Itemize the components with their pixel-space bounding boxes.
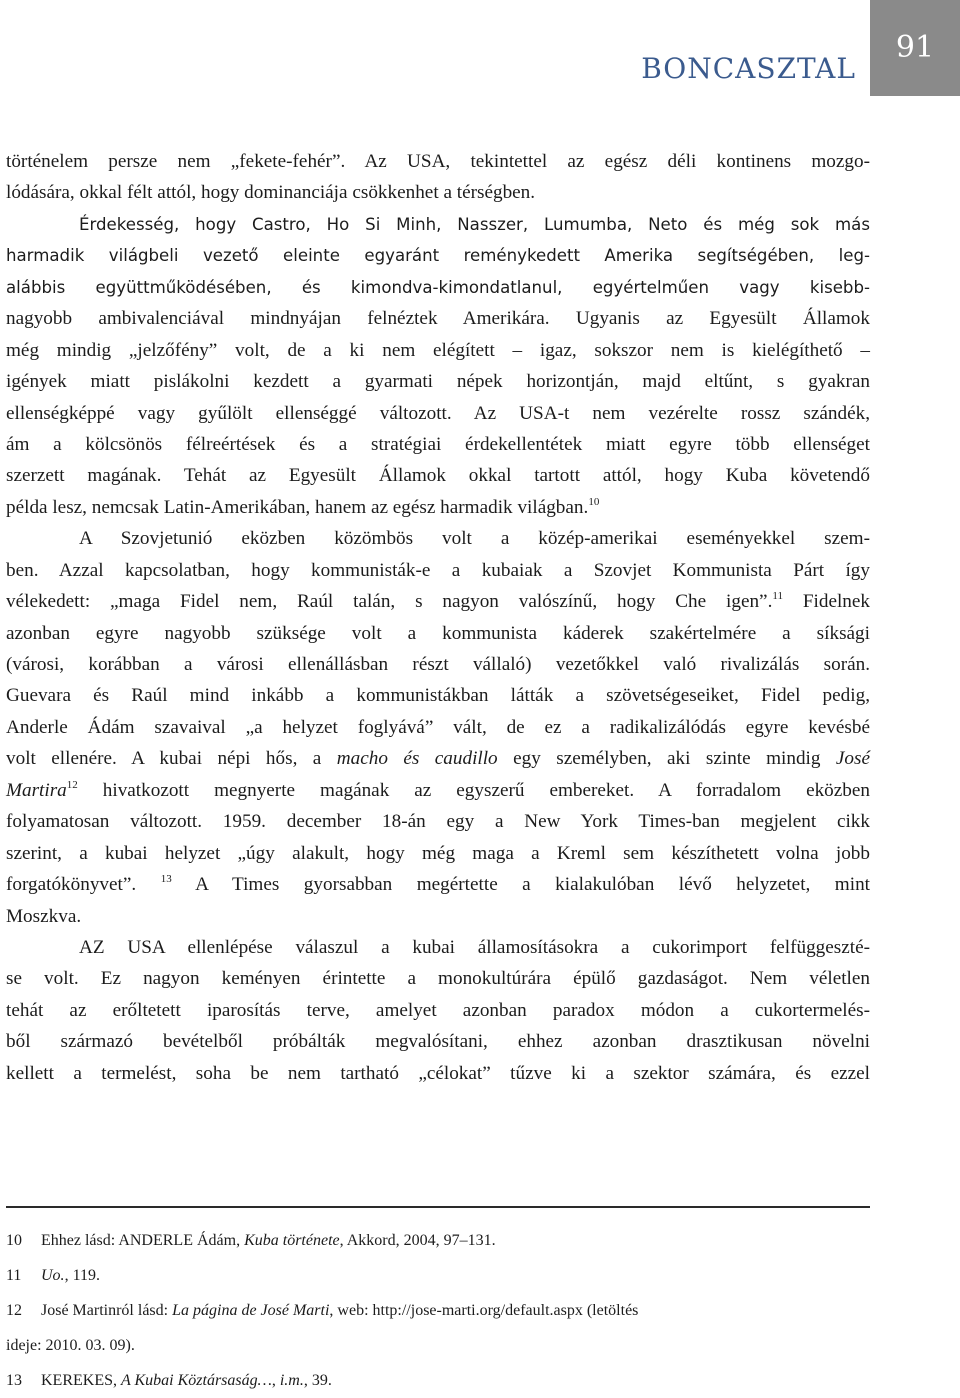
footnote-text: , 119. xyxy=(64,1267,100,1284)
footnote-number: 13 xyxy=(6,1372,22,1389)
text-line xyxy=(6,775,870,806)
footnote-number: 12 xyxy=(6,1302,22,1319)
text-line xyxy=(6,586,870,617)
text-line: (városi, korábban a városi ellenállásban részt vállaló) vezetőkkel való rivalizálás során. xyxy=(6,654,870,675)
text-line: kellett a termelést, soha be nem tartható „célokat” tűzve ki a szektor számára, és ezzel xyxy=(6,1062,870,1084)
footnote-italic: Kuba története xyxy=(244,1232,340,1249)
text-line: Moszkva. xyxy=(6,905,82,927)
footnotes xyxy=(6,1223,870,1398)
footnote-italic: La página de José Marti xyxy=(172,1302,330,1319)
text-line: AZ USA ellenlépése válaszul a kubai államosításokra a cukorimport felfüggeszté- xyxy=(79,936,870,958)
text-line: ben. Azzal kapcsolatban, hogy kommunisták-e a kubaiak a Szovjet Kommunista Párt így xyxy=(6,559,870,581)
text-run: hivatkozott megnyerte magának az egyszerű embereket. A forradalom eközben xyxy=(77,779,870,801)
page-number-box xyxy=(870,0,960,96)
footnote-text: KEREKES, xyxy=(41,1372,121,1389)
text-run: forgatókönyvet”. xyxy=(6,874,137,896)
footnote-ref-13: 13 xyxy=(160,873,172,886)
body-text xyxy=(6,146,870,1089)
text-line: tehát az erőltetett iparosítás terve, amelyet azonban paradox módon a cukortermelés- xyxy=(6,999,870,1021)
text-line: nagyobb ambivalenciával mindnyájan felnéztek Amerikára. Ugyanis az Egyesült Államok xyxy=(6,308,870,330)
text-line: ám a kölcsönös félreértések és a stratégiai érdekellentétek miatt egyre több ellenséget xyxy=(6,433,870,455)
footnote-divider xyxy=(6,1206,870,1208)
text-line: igények miatt pislákolni kezdett a gyarmati népek horizontján, majd eltűnt, s gyakran xyxy=(6,371,870,393)
footnote-text: ideje: 2010. 03. 09). xyxy=(6,1337,135,1354)
text-line: szerzett magának. Tehát az Egyesült Államok okkal tartott attól, hogy Kuba követendő xyxy=(6,465,870,487)
footnote-10 xyxy=(6,1223,870,1258)
text-line: azonban egyre nagyobb szüksége volt a kommunista káderek szakértelmére a síksági xyxy=(6,622,870,644)
text-line: lódására, okkal félt attól, hogy dominanciája csökkenhet a térségben. xyxy=(6,182,536,204)
footnote-text: , xyxy=(271,1372,280,1389)
text-run: Fidelnek xyxy=(782,591,870,613)
text-run: vélekedett: „maga Fidel nem, Raúl talán, s nagyon valószínű, hogy Che igen”. xyxy=(6,591,773,613)
text-line: ellenségképpé vagy gyűlölt ellenséggé változott. Az USA-t nem vezérelte rossz szándék, xyxy=(6,402,870,424)
footnote-text: , Akkord, 2004, 97–131. xyxy=(339,1232,496,1249)
footnote-italic: i.m. xyxy=(279,1372,304,1389)
footnote-text: , 39. xyxy=(303,1372,332,1389)
text-line xyxy=(6,492,870,523)
footnote-12-continued xyxy=(6,1328,870,1363)
italic-run: José xyxy=(835,748,870,770)
footnote-text: , web: http://jose-marti.org/default.aspx (letöltés xyxy=(329,1302,639,1319)
italic-run: Martira xyxy=(6,779,67,801)
footnote-number: 11 xyxy=(6,1267,22,1284)
text-line: ből származó bevételből próbálták megvalósítani, ehhez azonban drasztikusan növelni xyxy=(6,1031,870,1053)
text-line xyxy=(6,869,870,900)
footnote-ref-12: 12 xyxy=(66,778,78,791)
text-line: még mindig „jelzőfény” volt, de a ki nem elégített – igaz, sokszor nem is kielégíthető – xyxy=(6,339,870,361)
text-line: szerint, a kubai helyzet „úgy alakult, hogy még maga a Kreml sem készíthetett volna jobb xyxy=(6,842,870,864)
footnote-italic: Uo. xyxy=(41,1267,65,1284)
footnote-11 xyxy=(6,1258,870,1293)
footnote-ref-11: 11 xyxy=(772,590,783,603)
footnote-number: 10 xyxy=(6,1232,22,1249)
footnote-13 xyxy=(6,1363,870,1398)
text-line: folyamatosan változott. 1959. december 18-án egy a New York Times-ban megjelent cikk xyxy=(6,811,870,833)
text-line: Érdekesség, hogy Castro, Ho Si Minh, Nasszer, Lumumba, Neto és még sok más xyxy=(79,214,870,234)
running-title: BONCASZTAL xyxy=(641,52,856,85)
text-line: Anderle Ádám szavaival „a helyzet foglyává” vált, de ez a radikalizálódás egyre kevésbé xyxy=(6,716,870,738)
text-line xyxy=(6,743,870,774)
footnote-text: Ehhez lásd: ANDERLE Ádám, xyxy=(41,1232,245,1249)
italic-run: macho és caudillo xyxy=(336,748,498,770)
text-line: se volt. Ez nagyon keményen érintette a monokultúrára épülő gazdaságot. Nem véletlen xyxy=(6,968,870,990)
text-run: volt ellenére. A kubai népi hős, a xyxy=(6,748,337,770)
text-line: A Szovjetunió eközben közömbös volt a közép-amerikai eseményekkel szem- xyxy=(79,528,870,550)
text-line: alábbis együttműködésében, és kimondva-kimondatlanul, egyértelműen vagy kisebb- xyxy=(6,277,870,297)
footnote-ref-10: 10 xyxy=(588,495,600,508)
page-number: 91 xyxy=(895,30,935,65)
text-line: Guevara és Raúl mind inkább a kommunistákban látták a szövetségeseiket, Fidel pedig, xyxy=(6,685,870,707)
text-line: harmadik világbeli vezető eleinte egyaránt reménykedett Amerika segítségében, leg- xyxy=(6,246,870,266)
footnote-italic: A Kubai Köztársaság… xyxy=(121,1372,272,1389)
text-run: példa lesz, nemcsak Latin-Amerikában, hanem az egész harmadik világban. xyxy=(6,496,589,518)
footnote-text: José Martinról lásd: xyxy=(41,1302,173,1319)
text-line: történelem persze nem „fekete-fehér”. Az USA, tekintettel az egész déli kontinens mozgo- xyxy=(6,151,870,172)
text-run: A Times gyorsabban megértette a kialakulóban lévő helyzetet, mint xyxy=(171,874,870,896)
footnote-12 xyxy=(6,1293,870,1328)
text-run: egy személyben, aki szinte mindig xyxy=(497,748,836,770)
